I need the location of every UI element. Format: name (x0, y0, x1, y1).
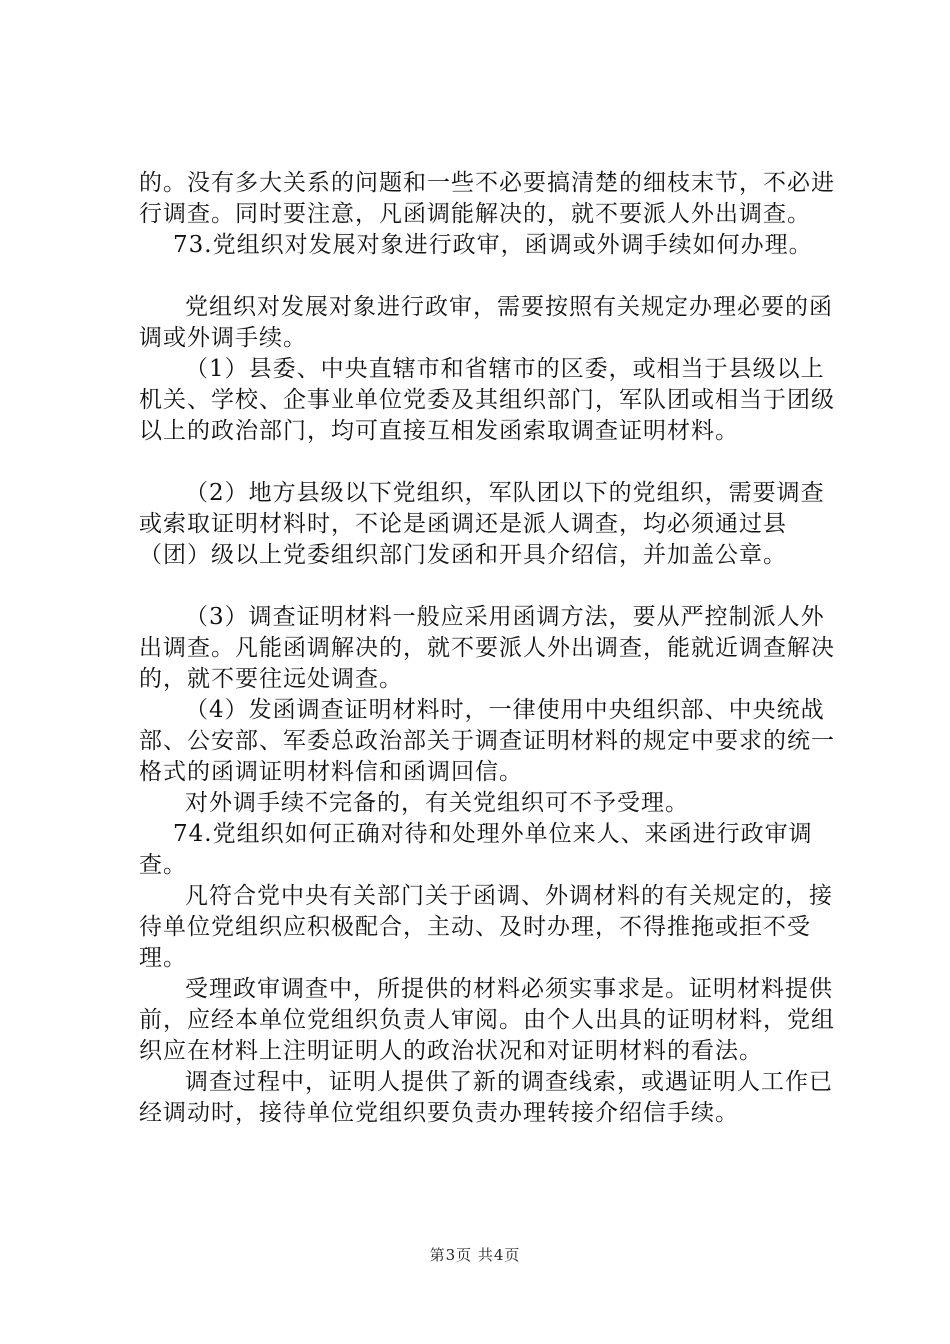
paragraph: 受理政审调查中，所提供的材料必须实事求是。证明材料提供前，应经本单位党组织负责人审阅。由个人出具的证明材料，党组织应在材料上注明证明人的政治状况和对证明材料的看法。 (139, 976, 835, 1064)
paragraph-continuation: 的。没有多大关系的问题和一些不必要搞清楚的细枝末节，不必进行调查。同时要注意，凡函调能解决的，就不要派人外出调查。 (139, 170, 835, 227)
paragraph: 对外调手续不完备的，有关党组织可不予受理。 (185, 790, 689, 816)
paragraph: 党组织对发展对象进行政审，需要按照有关规定办理必要的函调或外调手续。 (139, 294, 833, 351)
page-number-footer: 第3页 共4页 (429, 1246, 521, 1264)
list-item-3: （3）调查证明材料一般应采用函调方法，要从严控制派人外出调查。凡能函调解决的，就不要派人外出调查，能就近调查解决的，就不要往远处调查。 (139, 604, 835, 692)
question-heading-73: 73.党组织对发展对象进行政审，函调或外调手续如何办理。 (173, 232, 813, 258)
paragraph: 调查过程中，证明人提供了新的调查线索，或遇证明人工作已经调动时，接待单位党组织要负责办理转接介绍信手续。 (139, 1069, 833, 1126)
document-body (139, 168, 839, 1129)
paragraph: 凡符合党中央有关部门关于函调、外调材料的有关规定的，接待单位党组织应积极配合，主动、及时办理，不得推拖或拒不受理。 (139, 883, 833, 971)
list-item-1: （1）县委、中央直辖市和省辖市的区委，或相当于县级以上机关、学校、企事业单位党委及其组织部门，军队团或相当于团级以上的政治部门，均可直接互相发函索取调查证明材料。 (139, 356, 835, 444)
list-item-4: （4）发函调查证明材料时，一律使用中央组织部、中央统战部、公安部、军委总政治部关于调查证明材料的规定中要求的统一格式的函调证明材料信和函调回信。 (139, 697, 835, 785)
list-item-2: （2）地方县级以下党组织，军队团以下的党组织，需要调查或索取证明材料时，不论是函调还是派人调查，均必须通过县（团）级以上党委组织部门发函和开具介绍信，并加盖公章。 (139, 480, 825, 568)
question-heading-74: 74.党组织如何正确对待和处理外单位来人、来函进行政审调查。 (139, 821, 813, 878)
